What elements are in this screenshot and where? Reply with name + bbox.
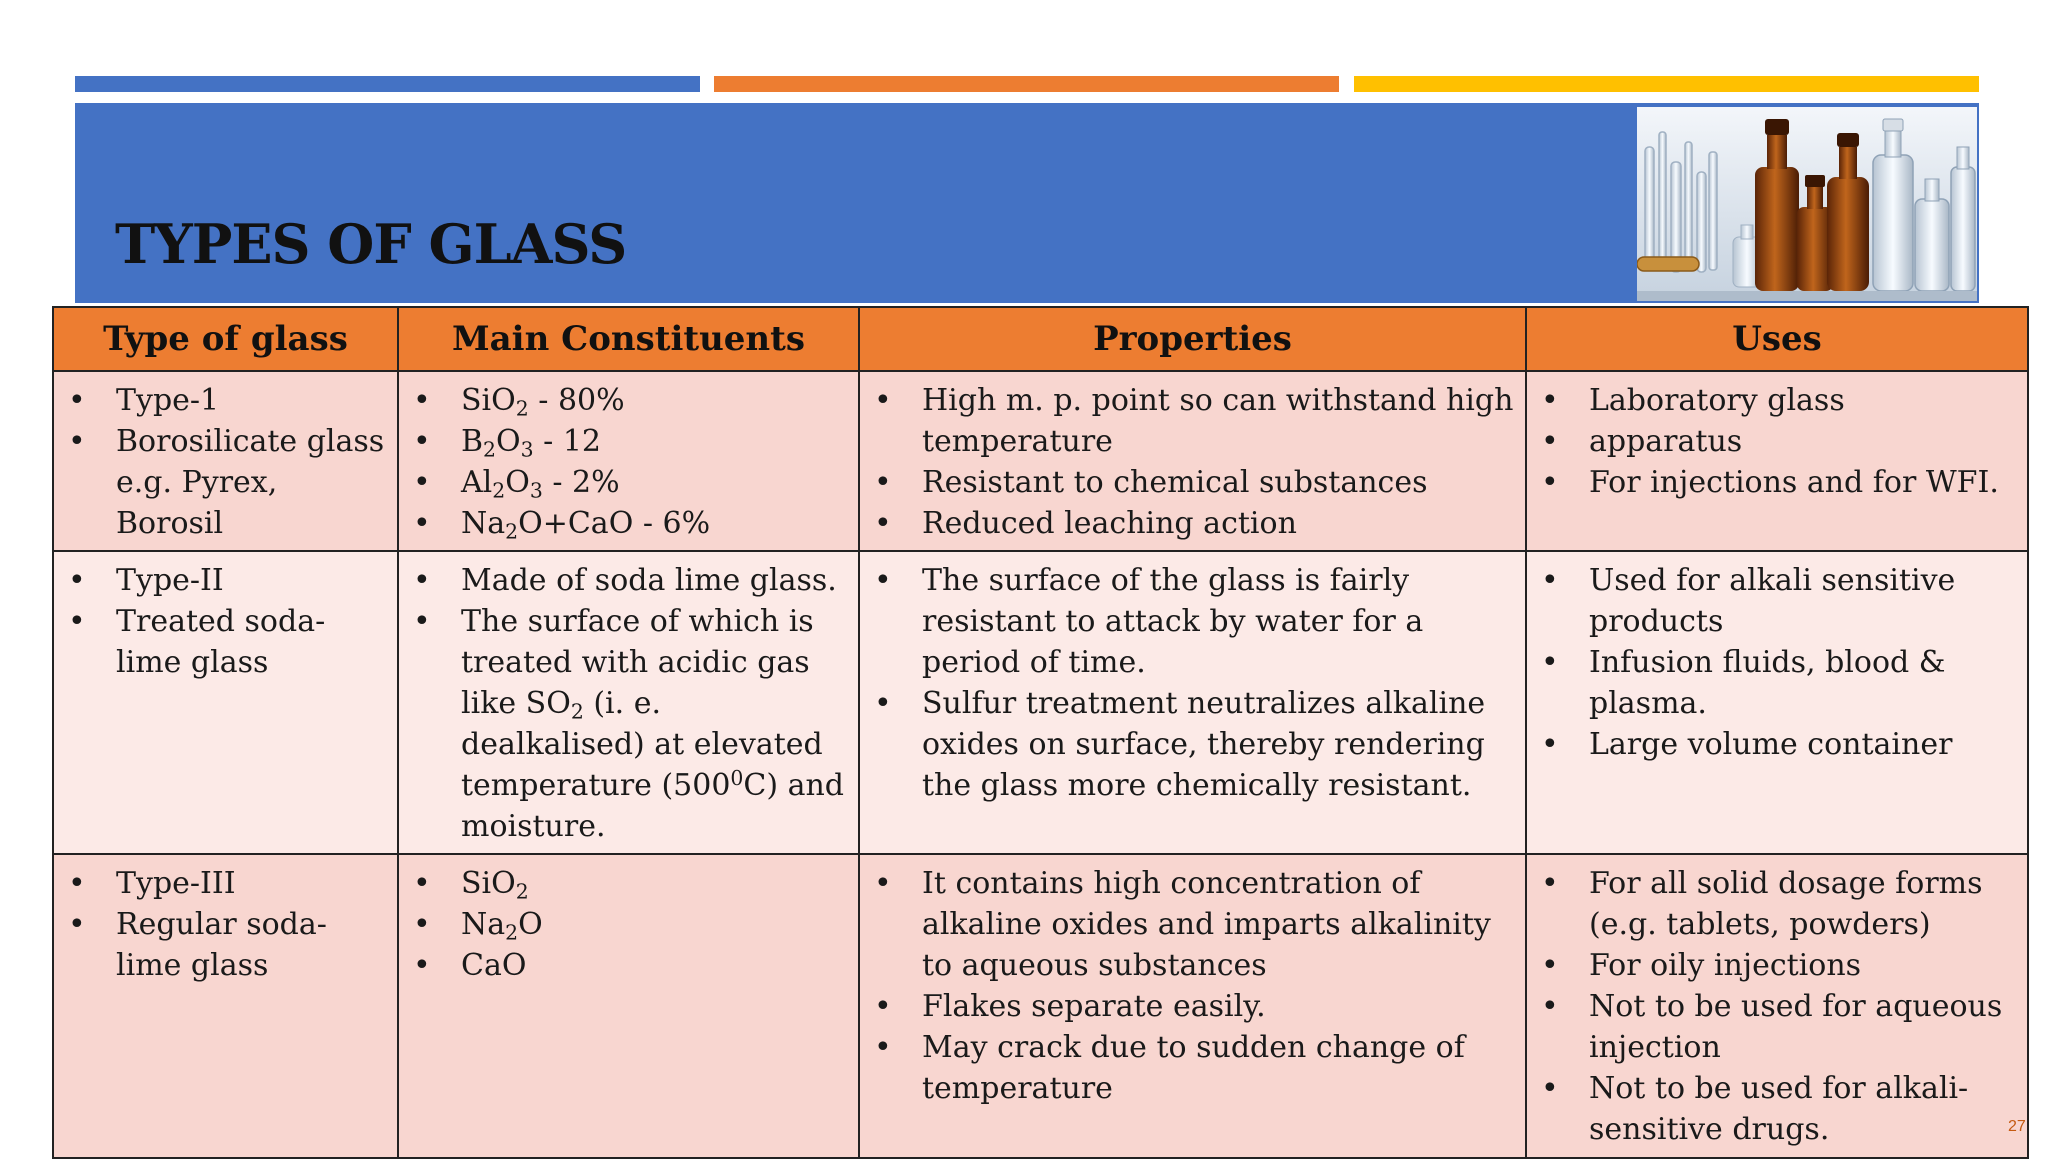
header-type-of-glass: Type of glass [53, 307, 398, 371]
constituents-cell [398, 371, 859, 551]
list-item: • For all solid dosage forms (e.g. tablets, powders) [1527, 863, 2017, 945]
table-header-row [53, 307, 2028, 371]
list-item: • For oily injections [1527, 945, 2017, 986]
list-item: • Regular soda-lime glass [54, 904, 387, 986]
list-item: • It contains high concentration of alkaline oxides and imparts alkalinity to aqueous substances [860, 863, 1515, 986]
table-row [53, 854, 2028, 1158]
list-item: • Treated soda-lime glass [54, 601, 387, 683]
properties-cell [859, 551, 1526, 854]
list-item: • $Na_2O+CaO - 6\%$ [399, 503, 848, 544]
uses-cell [1526, 551, 2028, 854]
list-item: • SiO$_2$ - 80% [399, 380, 848, 421]
type-cell [53, 551, 398, 854]
list-item: • Infusion fluids, blood & plasma. [1527, 642, 2017, 724]
constituents-cell [398, 551, 859, 854]
glass-bottles-photo [1637, 107, 1977, 301]
list-item: • Type-II [54, 560, 387, 601]
type-cell [53, 854, 398, 1158]
list-item: • The surface of which is treated with acidic gas like $SO_2$ (i. e. dealkalised) at elevated temperature $(500^0C)$ and moisture. [399, 601, 848, 847]
list-item: • $B_2O_3 - 12$ [399, 421, 848, 462]
properties-cell [859, 371, 1526, 551]
uses-cell [1526, 854, 2028, 1158]
type-cell [53, 371, 398, 551]
accent-bar-blue [75, 76, 700, 92]
table-row [53, 371, 2028, 551]
list-item: • May crack due to sudden change of temperature [860, 1027, 1515, 1109]
page-number: 27 [2008, 1118, 2026, 1135]
list-item: • The surface of the glass is fairly resistant to attack by water for a period of time. [860, 560, 1515, 683]
list-item: • $Na_2O$ [399, 904, 848, 945]
list-item: • Resistant to chemical substances [860, 462, 1515, 503]
list-item: • SiO$_2$ [399, 863, 848, 904]
list-item: • Used for alkali sensitive products [1527, 560, 2017, 642]
list-item: • For injections and for WFI. [1527, 462, 2017, 503]
list-item: • Borosilicate glass e.g. Pyrex, Borosil [54, 421, 387, 544]
list-item: • $Al_2O_3 - 2\%$ [399, 462, 848, 503]
list-item: • Laboratory glass [1527, 380, 2017, 421]
list-item: • Made of soda lime glass. [399, 560, 848, 601]
list-item: • Reduced leaching action [860, 503, 1515, 544]
list-item: • High m. p. point so can withstand high temperature [860, 380, 1515, 462]
list-item: • apparatus [1527, 421, 2017, 462]
list-item: • Flakes separate easily. [860, 986, 1515, 1027]
list-item: • Sulfur treatment neutralizes alkaline oxides on surface, thereby rendering the glass more chemically resistant. [860, 683, 1515, 806]
header-properties: Properties [859, 307, 1526, 371]
list-item: • Large volume container [1527, 724, 2017, 765]
slide-title: TYPES OF GLASS [115, 212, 627, 276]
header-main-constituents: Main Constituents [398, 307, 859, 371]
table-row [53, 551, 2028, 854]
glass-types-table [52, 306, 2029, 1159]
accent-bar-yellow [1354, 76, 1979, 92]
uses-cell [1526, 371, 2028, 551]
list-item: • Not to be used for aqueous injection [1527, 986, 2017, 1068]
list-item: • Not to be used for alkali-sensitive drugs. [1527, 1068, 2017, 1150]
list-item: • Type-III [54, 863, 387, 904]
constituents-cell [398, 854, 859, 1158]
header-uses: Uses [1526, 307, 2028, 371]
list-item: • CaO [399, 945, 848, 986]
properties-cell [859, 854, 1526, 1158]
list-item: • Type-1 [54, 380, 387, 421]
accent-bar-orange [714, 76, 1339, 92]
